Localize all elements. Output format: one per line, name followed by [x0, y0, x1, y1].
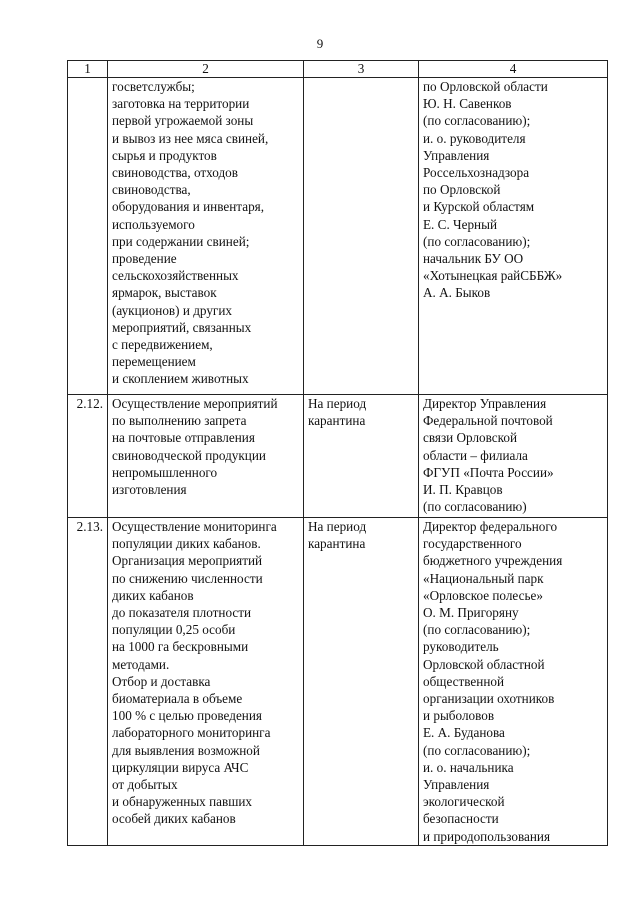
responsible-line: и. о. начальника	[423, 759, 514, 775]
measure-line: 100 % с целью проведения	[112, 708, 262, 724]
responsible-line: по Орловской области	[423, 79, 548, 94]
measure-line: и вывоз из нее мяса свиней,	[112, 130, 269, 146]
responsible-line: и рыболовов	[423, 708, 495, 724]
responsible-line: Управления	[423, 147, 490, 163]
table-row	[68, 518, 608, 846]
measure-line: популяции 0,25 особи	[112, 622, 236, 638]
measure-line: заготовка на территории	[112, 96, 250, 112]
measure-cell	[108, 395, 304, 518]
measure-line: особей диких кабанов	[112, 811, 236, 827]
responsible-line: Орловской областной	[423, 656, 545, 672]
measure-line: по выполнению запрета	[112, 413, 247, 429]
measure-line: свиноводческой продукции	[112, 447, 266, 463]
responsible-line: связи Орловской	[423, 430, 518, 446]
table-body	[68, 78, 608, 846]
responsible-line: Е. А. Буданова	[423, 725, 505, 741]
responsible-line: Директор федерального	[423, 519, 558, 534]
item-number-cell: 2.13.	[68, 518, 108, 846]
measure-line: проведение	[112, 251, 177, 267]
measure-line: Организация мероприятий	[112, 553, 263, 569]
measure-line: на 1000 га бескровными	[112, 639, 249, 655]
responsible-line: безопасности	[423, 811, 499, 827]
period-cell	[304, 78, 419, 395]
measure-line: мероприятий, связанных	[112, 319, 252, 335]
item-number-cell: 2.12.	[68, 395, 108, 518]
responsible-cell	[419, 395, 608, 518]
responsible-line: «Хотынецкая райСББЖ»	[423, 268, 563, 284]
period-line: На период	[308, 519, 367, 534]
responsible-line: и Курской областям	[423, 199, 535, 215]
column-header-4: 4	[419, 61, 608, 78]
column-header-1: 1	[68, 61, 108, 78]
measure-line: Осуществление мониторинга	[112, 519, 277, 534]
measure-line: циркуляции вируса АЧС	[112, 759, 249, 775]
table-row	[68, 78, 608, 395]
measure-line: на почтовые отправления	[112, 430, 255, 446]
measure-line: (аукционов) и других	[112, 302, 232, 318]
measure-line: при содержании свиней;	[112, 233, 250, 249]
responsible-line: организации охотников	[423, 691, 555, 707]
responsible-line: «Национальный парк	[423, 570, 544, 586]
measure-line: популяции диких кабанов.	[112, 536, 261, 552]
measure-line: методами.	[112, 656, 170, 672]
responsible-line: Е. С. Черный	[423, 216, 498, 232]
measure-line: с передвижением,	[112, 337, 213, 353]
page-number: 9	[316, 36, 324, 51]
measure-line: и скоплением животных	[112, 371, 249, 387]
responsible-line: (по согласованию);	[423, 113, 531, 129]
responsible-line: «Орловское полесье»	[423, 587, 543, 603]
responsible-line: и. о. руководителя	[423, 130, 526, 146]
responsible-line: бюджетного учреждения	[423, 553, 563, 569]
responsible-line: (по согласованию);	[423, 233, 531, 249]
responsible-line: руководитель	[423, 639, 499, 655]
responsible-cell	[419, 78, 608, 395]
period-line: На период	[308, 396, 367, 411]
measure-line: оборудования и инвентаря,	[112, 199, 265, 215]
measure-line: госветслужбы;	[112, 79, 195, 94]
period-cell	[304, 395, 419, 518]
measure-line: Отбор и доставка	[112, 673, 211, 689]
responsible-line: Управления	[423, 777, 490, 793]
responsible-line: И. П. Кравцов	[423, 482, 503, 498]
responsible-line: государственного	[423, 536, 522, 552]
responsible-line: (по согласованию)	[423, 499, 527, 515]
measure-line: биоматериала в объеме	[112, 691, 243, 707]
column-header-3: 3	[304, 61, 419, 78]
table-header-row	[68, 61, 608, 78]
period-line: карантина	[308, 413, 366, 429]
measure-line: для выявления возможной	[112, 742, 260, 758]
table-row	[68, 395, 608, 518]
responsible-line: по Орловской	[423, 182, 501, 198]
measure-line: диких кабанов	[112, 587, 194, 603]
measure-line: по снижению численности	[112, 570, 263, 586]
measure-line: свиноводства,	[112, 182, 191, 198]
responsible-line: экологической	[423, 794, 505, 810]
measure-line: от добытых	[112, 777, 178, 793]
responsible-line: начальник БУ ОО	[423, 251, 524, 267]
responsible-line: области – филиала	[423, 447, 528, 463]
responsible-cell	[419, 518, 608, 846]
measure-cell	[108, 518, 304, 846]
measure-line: сырья и продуктов	[112, 147, 217, 163]
measure-line: изготовления	[112, 482, 187, 498]
measure-line: лабораторного мониторинга	[112, 725, 271, 741]
responsible-line: Ю. Н. Савенков	[423, 96, 512, 112]
measure-line: сельскохозяйственных	[112, 268, 239, 284]
measures-table	[67, 60, 608, 846]
responsible-line: ФГУП «Почта России»	[423, 464, 554, 480]
measure-line: используемого	[112, 216, 195, 232]
measure-line: Осуществление мероприятий	[112, 396, 278, 411]
responsible-line: (по согласованию);	[423, 622, 531, 638]
responsible-line: (по согласованию);	[423, 742, 531, 758]
responsible-line: общественной	[423, 673, 505, 689]
responsible-line: О. М. Пригоряну	[423, 605, 519, 621]
period-line: карантина	[308, 536, 366, 552]
measure-cell	[108, 78, 304, 395]
responsible-line: Россельхознадзора	[423, 165, 530, 181]
measure-line: и обнаруженных павших	[112, 794, 253, 810]
measure-line: первой угрожаемой зоны	[112, 113, 254, 129]
measure-line: перемещением	[112, 354, 196, 370]
measure-line: ярмарок, выставок	[112, 285, 217, 301]
responsible-line: А. А. Быков	[423, 285, 491, 301]
responsible-line: Директор Управления	[423, 396, 547, 411]
responsible-line: и природопользования	[423, 828, 551, 844]
period-cell	[304, 518, 419, 846]
measure-line: непромышленного	[112, 464, 218, 480]
item-number-cell	[68, 78, 108, 395]
responsible-line: Федеральной почтовой	[423, 413, 553, 429]
measure-line: до показателя плотности	[112, 605, 252, 621]
column-header-2: 2	[108, 61, 304, 78]
measure-line: свиноводства, отходов	[112, 165, 238, 181]
